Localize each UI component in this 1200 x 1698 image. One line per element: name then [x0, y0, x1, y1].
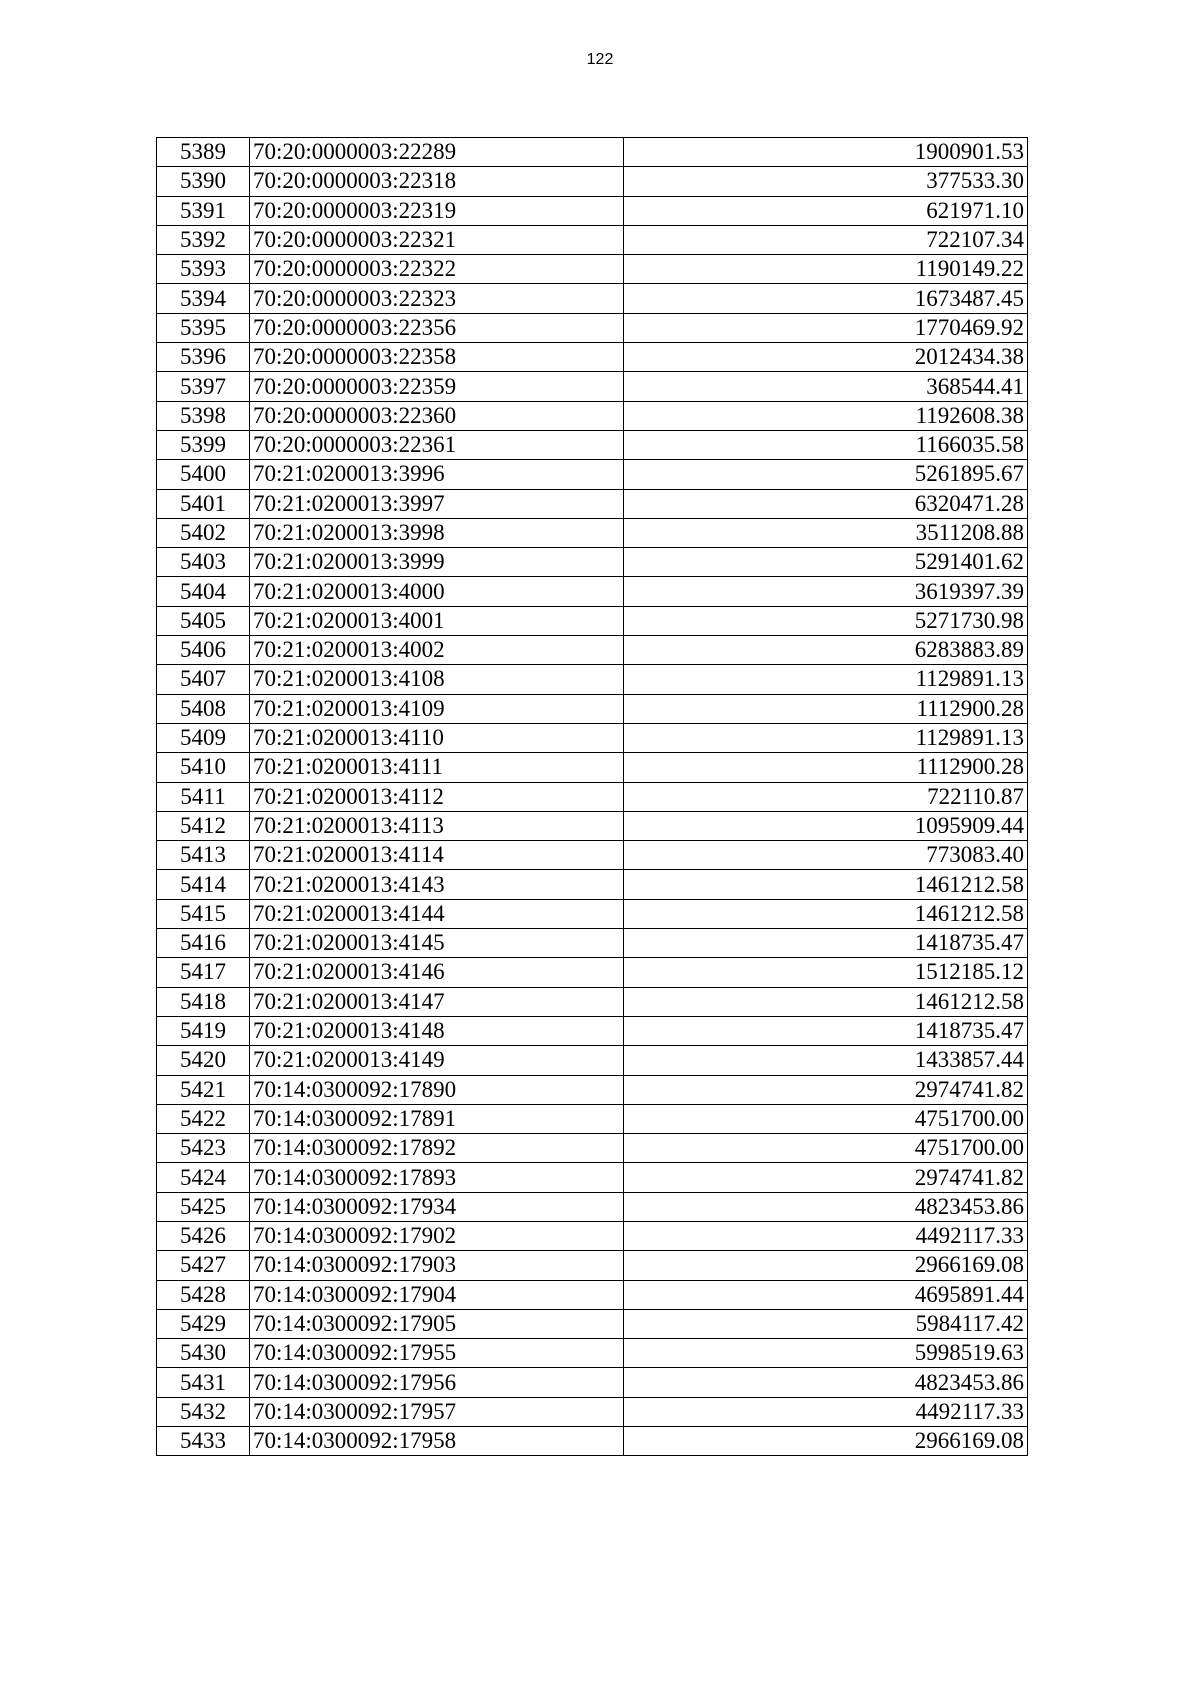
row-number-cell: 5429 — [157, 1309, 250, 1338]
cadastral-value-cell: 5984117.42 — [624, 1309, 1028, 1338]
row-number-cell: 5421 — [157, 1075, 250, 1104]
row-number-cell: 5396 — [157, 343, 250, 372]
table-row — [157, 929, 1028, 958]
cadastral-value-cell: 1166035.58 — [624, 430, 1028, 459]
table-row — [157, 1280, 1028, 1309]
cadastral-value-cell: 1461212.58 — [624, 870, 1028, 899]
cadastral-number-cell: 70:20:0000003:22360 — [250, 401, 624, 430]
table-row — [157, 343, 1028, 372]
cadastral-value-cell: 4751700.00 — [624, 1134, 1028, 1163]
row-number-cell: 5398 — [157, 401, 250, 430]
cadastral-value-cell: 4695891.44 — [624, 1280, 1028, 1309]
cadastral-number-cell: 70:21:0200013:3999 — [250, 548, 624, 577]
cadastral-number-cell: 70:21:0200013:4145 — [250, 929, 624, 958]
table-row — [157, 1016, 1028, 1045]
cadastral-number-cell: 70:14:0300092:17955 — [250, 1339, 624, 1368]
cadastral-value-cell: 722107.34 — [624, 225, 1028, 254]
table-row — [157, 782, 1028, 811]
table-row — [157, 1134, 1028, 1163]
row-number-cell: 5416 — [157, 929, 250, 958]
row-number-cell: 5425 — [157, 1192, 250, 1221]
table-row — [157, 723, 1028, 752]
table-row — [157, 636, 1028, 665]
table-row — [157, 1163, 1028, 1192]
row-number-cell: 5389 — [157, 138, 250, 167]
row-number-cell: 5427 — [157, 1251, 250, 1280]
cadastral-value-cell: 773083.40 — [624, 841, 1028, 870]
cadastral-number-cell: 70:21:0200013:4149 — [250, 1046, 624, 1075]
cadastral-number-cell: 70:21:0200013:4146 — [250, 958, 624, 987]
table-row — [157, 284, 1028, 313]
cadastral-value-cell: 2966169.08 — [624, 1251, 1028, 1280]
cadastral-value-cell: 621971.10 — [624, 196, 1028, 225]
row-number-cell: 5394 — [157, 284, 250, 313]
cadastral-number-cell: 70:21:0200013:4000 — [250, 577, 624, 606]
cadastral-number-cell: 70:21:0200013:4144 — [250, 899, 624, 928]
cadastral-value-cell: 4751700.00 — [624, 1104, 1028, 1133]
cadastral-value-cell: 2974741.82 — [624, 1075, 1028, 1104]
table-row — [157, 430, 1028, 459]
cadastral-number-cell: 70:21:0200013:3996 — [250, 460, 624, 489]
cadastral-number-cell: 70:21:0200013:4002 — [250, 636, 624, 665]
cadastral-number-cell: 70:14:0300092:17934 — [250, 1192, 624, 1221]
cadastral-number-cell: 70:20:0000003:22323 — [250, 284, 624, 313]
cadastral-value-cell: 4823453.86 — [624, 1368, 1028, 1397]
table-row — [157, 694, 1028, 723]
row-number-cell: 5395 — [157, 313, 250, 342]
table-row — [157, 841, 1028, 870]
row-number-cell: 5407 — [157, 665, 250, 694]
row-number-cell: 5420 — [157, 1046, 250, 1075]
cadastral-value-cell: 5271730.98 — [624, 606, 1028, 635]
cadastral-value-cell: 3619397.39 — [624, 577, 1028, 606]
row-number-cell: 5414 — [157, 870, 250, 899]
cadastral-number-cell: 70:21:0200013:3997 — [250, 489, 624, 518]
row-number-cell: 5405 — [157, 606, 250, 635]
table-row — [157, 255, 1028, 284]
table-row — [157, 1192, 1028, 1221]
row-number-cell: 5390 — [157, 167, 250, 196]
cadastral-number-cell: 70:21:0200013:4109 — [250, 694, 624, 723]
cadastral-value-cell: 1433857.44 — [624, 1046, 1028, 1075]
cadastral-number-cell: 70:14:0300092:17903 — [250, 1251, 624, 1280]
cadastral-number-cell: 70:14:0300092:17905 — [250, 1309, 624, 1338]
table-row — [157, 958, 1028, 987]
row-number-cell: 5411 — [157, 782, 250, 811]
cadastral-number-cell: 70:20:0000003:22356 — [250, 313, 624, 342]
cadastral-number-cell: 70:21:0200013:4147 — [250, 987, 624, 1016]
cadastral-value-cell: 377533.30 — [624, 167, 1028, 196]
cadastral-value-cell: 1112900.28 — [624, 753, 1028, 782]
row-number-cell: 5412 — [157, 811, 250, 840]
row-number-cell: 5431 — [157, 1368, 250, 1397]
cadastral-number-cell: 70:14:0300092:17902 — [250, 1221, 624, 1250]
cadastral-value-cell: 1418735.47 — [624, 1016, 1028, 1045]
row-number-cell: 5399 — [157, 430, 250, 459]
table-row — [157, 1251, 1028, 1280]
table-body — [157, 138, 1028, 1456]
row-number-cell: 5406 — [157, 636, 250, 665]
cadastral-number-cell: 70:20:0000003:22361 — [250, 430, 624, 459]
row-number-cell: 5397 — [157, 372, 250, 401]
row-number-cell: 5404 — [157, 577, 250, 606]
table-row — [157, 167, 1028, 196]
cadastral-value-cell: 4492117.33 — [624, 1221, 1028, 1250]
table-row — [157, 225, 1028, 254]
row-number-cell: 5426 — [157, 1221, 250, 1250]
table-row — [157, 196, 1028, 225]
row-number-cell: 5432 — [157, 1397, 250, 1426]
table-row — [157, 489, 1028, 518]
table-row — [157, 870, 1028, 899]
cadastral-value-cell: 5998519.63 — [624, 1339, 1028, 1368]
cadastral-number-cell: 70:14:0300092:17958 — [250, 1427, 624, 1456]
cadastral-value-cell: 1673487.45 — [624, 284, 1028, 313]
cadastral-number-cell: 70:20:0000003:22289 — [250, 138, 624, 167]
cadastral-value-cell: 6283883.89 — [624, 636, 1028, 665]
row-number-cell: 5430 — [157, 1339, 250, 1368]
cadastral-number-cell: 70:14:0300092:17904 — [250, 1280, 624, 1309]
cadastral-value-cell: 1770469.92 — [624, 313, 1028, 342]
cadastral-number-cell: 70:14:0300092:17892 — [250, 1134, 624, 1163]
table-row — [157, 460, 1028, 489]
table-row — [157, 518, 1028, 547]
table-row — [157, 753, 1028, 782]
table-row — [157, 606, 1028, 635]
cadastral-value-cell: 1095909.44 — [624, 811, 1028, 840]
cadastral-number-cell: 70:21:0200013:4001 — [250, 606, 624, 635]
table-row — [157, 987, 1028, 1016]
cadastral-value-cell: 1190149.22 — [624, 255, 1028, 284]
cadastral-value-cell: 1129891.13 — [624, 723, 1028, 752]
row-number-cell: 5403 — [157, 548, 250, 577]
table-row — [157, 138, 1028, 167]
cadastral-number-cell: 70:20:0000003:22359 — [250, 372, 624, 401]
row-number-cell: 5422 — [157, 1104, 250, 1133]
table-row — [157, 1075, 1028, 1104]
cadastral-number-cell: 70:14:0300092:17891 — [250, 1104, 624, 1133]
cadastral-value-cell: 2974741.82 — [624, 1163, 1028, 1192]
table-row — [157, 1309, 1028, 1338]
table-row — [157, 313, 1028, 342]
table-row — [157, 548, 1028, 577]
cadastral-number-cell: 70:21:0200013:4112 — [250, 782, 624, 811]
cadastral-value-cell: 1112900.28 — [624, 694, 1028, 723]
cadastral-value-cell: 6320471.28 — [624, 489, 1028, 518]
table-row — [157, 372, 1028, 401]
cadastral-value-cell: 4492117.33 — [624, 1397, 1028, 1426]
row-number-cell: 5417 — [157, 958, 250, 987]
cadastral-number-cell: 70:21:0200013:4148 — [250, 1016, 624, 1045]
cadastral-number-cell: 70:20:0000003:22319 — [250, 196, 624, 225]
table-row — [157, 1368, 1028, 1397]
row-number-cell: 5418 — [157, 987, 250, 1016]
cadastral-value-cell: 5261895.67 — [624, 460, 1028, 489]
cadastral-number-cell: 70:21:0200013:4110 — [250, 723, 624, 752]
cadastral-value-cell: 2012434.38 — [624, 343, 1028, 372]
table-row — [157, 1397, 1028, 1426]
cadastral-value-cell: 1418735.47 — [624, 929, 1028, 958]
cadastral-number-cell: 70:20:0000003:22318 — [250, 167, 624, 196]
cadastral-value-cell: 1129891.13 — [624, 665, 1028, 694]
cadastral-value-cell: 4823453.86 — [624, 1192, 1028, 1221]
cadastral-number-cell: 70:21:0200013:4143 — [250, 870, 624, 899]
cadastral-number-cell: 70:14:0300092:17957 — [250, 1397, 624, 1426]
row-number-cell: 5400 — [157, 460, 250, 489]
cadastral-number-cell: 70:20:0000003:22321 — [250, 225, 624, 254]
cadastral-number-cell: 70:21:0200013:3998 — [250, 518, 624, 547]
cadastral-value-table — [156, 137, 1028, 1456]
cadastral-value-cell: 1461212.58 — [624, 899, 1028, 928]
row-number-cell: 5410 — [157, 753, 250, 782]
table-row — [157, 1104, 1028, 1133]
row-number-cell: 5392 — [157, 225, 250, 254]
cadastral-value-cell: 2966169.08 — [624, 1427, 1028, 1456]
row-number-cell: 5428 — [157, 1280, 250, 1309]
table-row — [157, 665, 1028, 694]
cadastral-number-cell: 70:14:0300092:17890 — [250, 1075, 624, 1104]
row-number-cell: 5393 — [157, 255, 250, 284]
row-number-cell: 5415 — [157, 899, 250, 928]
row-number-cell: 5424 — [157, 1163, 250, 1192]
cadastral-number-cell: 70:14:0300092:17956 — [250, 1368, 624, 1397]
row-number-cell: 5423 — [157, 1134, 250, 1163]
cadastral-value-cell: 3511208.88 — [624, 518, 1028, 547]
cadastral-number-cell: 70:21:0200013:4114 — [250, 841, 624, 870]
row-number-cell: 5408 — [157, 694, 250, 723]
cadastral-value-cell: 1192608.38 — [624, 401, 1028, 430]
table-row — [157, 1339, 1028, 1368]
cadastral-number-cell: 70:21:0200013:4108 — [250, 665, 624, 694]
row-number-cell: 5401 — [157, 489, 250, 518]
row-number-cell: 5413 — [157, 841, 250, 870]
cadastral-value-cell: 722110.87 — [624, 782, 1028, 811]
cadastral-value-cell: 1512185.12 — [624, 958, 1028, 987]
cadastral-number-cell: 70:20:0000003:22322 — [250, 255, 624, 284]
table-row — [157, 401, 1028, 430]
cadastral-value-cell: 1900901.53 — [624, 138, 1028, 167]
table-row — [157, 899, 1028, 928]
table-row — [157, 1427, 1028, 1456]
table-row — [157, 811, 1028, 840]
page-number: 122 — [586, 51, 614, 68]
row-number-cell: 5433 — [157, 1427, 250, 1456]
cadastral-number-cell: 70:21:0200013:4111 — [250, 753, 624, 782]
row-number-cell: 5409 — [157, 723, 250, 752]
cadastral-number-cell: 70:21:0200013:4113 — [250, 811, 624, 840]
cadastral-value-cell: 1461212.58 — [624, 987, 1028, 1016]
table-row — [157, 1221, 1028, 1250]
table-row — [157, 1046, 1028, 1075]
cadastral-value-cell: 5291401.62 — [624, 548, 1028, 577]
cadastral-value-cell: 368544.41 — [624, 372, 1028, 401]
cadastral-number-cell: 70:20:0000003:22358 — [250, 343, 624, 372]
table-row — [157, 577, 1028, 606]
cadastral-number-cell: 70:14:0300092:17893 — [250, 1163, 624, 1192]
row-number-cell: 5402 — [157, 518, 250, 547]
row-number-cell: 5419 — [157, 1016, 250, 1045]
row-number-cell: 5391 — [157, 196, 250, 225]
